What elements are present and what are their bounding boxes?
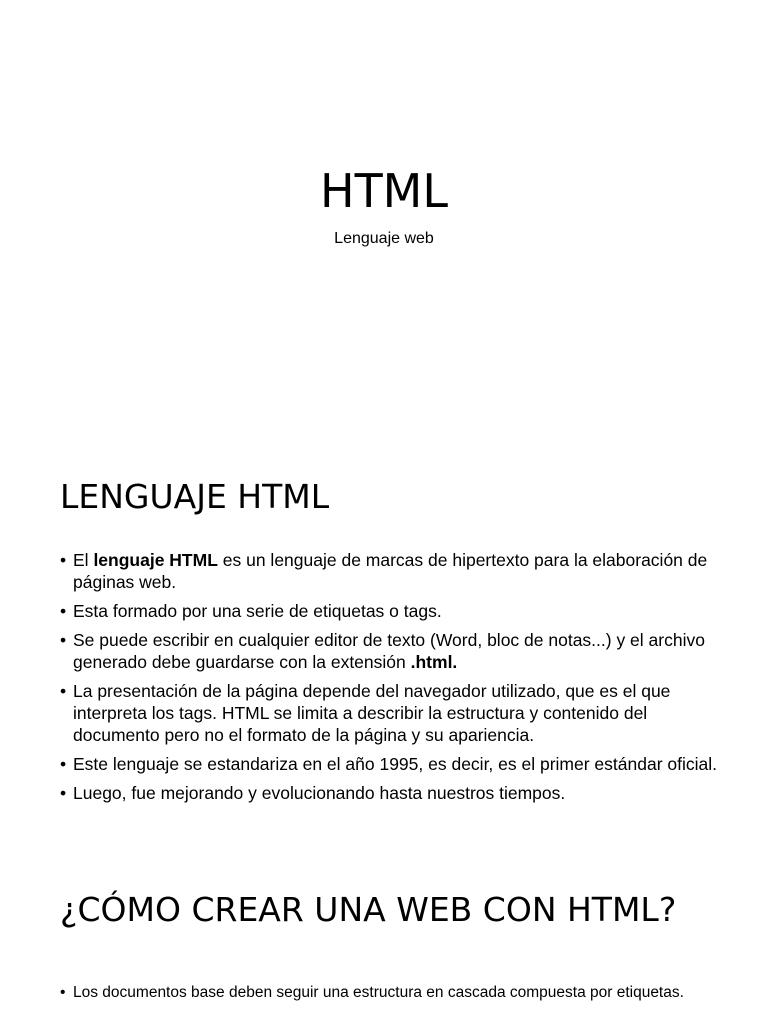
presentation-subtitle: Lenguaje web — [334, 230, 434, 247]
bullet-item: • El lenguaje HTML es un lenguaje de marcas de hipertexto para la elaboración de páginas web. — [60, 549, 720, 593]
bullet-item: • Este lenguaje se estandariza en el año 1995, es decir, es el primer estándar oficial. — [60, 753, 720, 775]
bullet-item: • Los documentos base deben seguir una estructura en cascada compuesta por etiquetas. — [60, 983, 720, 1003]
bullet-item: • Esta formado por una serie de etiquetas o tags. — [60, 600, 720, 622]
slide-heading: LENGUAJE HTML — [60, 477, 330, 516]
bullet-item: • Luego, fue mejorando y evolucionando hasta nuestros tiempos. — [60, 782, 720, 804]
slide-lenguaje-html — [0, 432, 768, 864]
slide-como-crear — [0, 864, 768, 1024]
presentation-title: HTML — [319, 164, 448, 218]
bullet-item: • La presentación de la página depende del navegador utilizado, que es el que interpreta los tags. HTML se limita a describir la estructura y contenido del documento pero no el formato de la página y su apariencia. — [60, 680, 720, 746]
bullet-item: • Se puede escribir en cualquier editor de texto (Word, bloc de notas...) y el archivo generado debe guardarse con la extensión .html. — [60, 629, 720, 673]
bullet-list — [60, 983, 720, 1015]
bullet-list — [60, 549, 720, 811]
title-slide — [0, 0, 768, 432]
slide-heading: ¿CÓMO CREAR UNA WEB CON HTML? — [60, 890, 677, 929]
